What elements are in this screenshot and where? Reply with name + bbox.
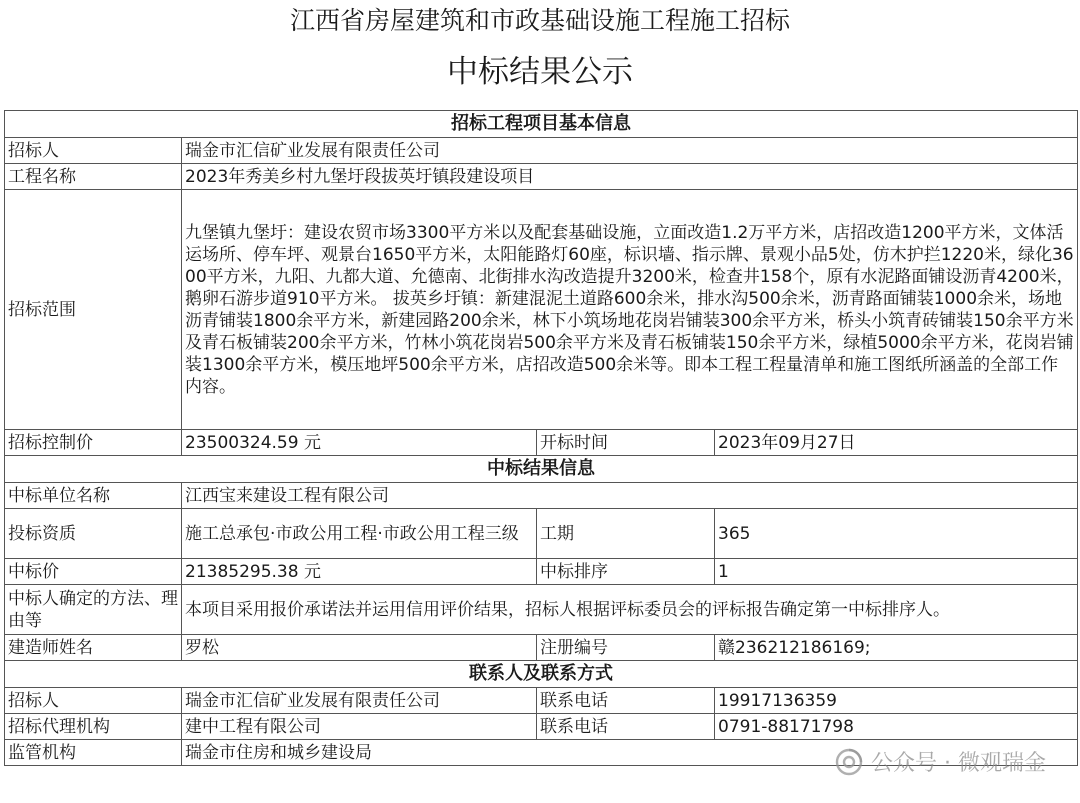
bid-price-value: 21385295.38 元 xyxy=(182,559,537,585)
reg-no-value: 赣236212186169; xyxy=(715,635,1078,661)
tenderer-label: 招标人 xyxy=(5,138,182,164)
duration-value: 365 xyxy=(715,509,1078,559)
section-title-result-info: 中标结果信息 xyxy=(5,456,1078,483)
project-name-label: 工程名称 xyxy=(5,164,182,190)
table-row xyxy=(5,190,1078,430)
table-row xyxy=(5,509,1078,559)
rank-value: 1 xyxy=(715,559,1078,585)
section-title-contact-info: 联系人及联系方式 xyxy=(5,661,1078,688)
tenderer-value: 瑞金市汇信矿业发展有限责任公司 xyxy=(182,138,1078,164)
winner-label: 中标单位名称 xyxy=(5,483,182,509)
tenderer-phone-value: 19917136359 xyxy=(715,688,1078,714)
method-label: 中标人确定的方法、理由等 xyxy=(5,585,182,635)
agency-value: 建中工程有限公司 xyxy=(182,714,537,740)
section-title-basic-info: 招标工程项目基本信息 xyxy=(5,111,1078,138)
table-row xyxy=(5,585,1078,635)
bid-result-table xyxy=(4,110,1078,766)
section-header-row xyxy=(5,111,1078,138)
duration-label: 工期 xyxy=(537,509,715,559)
watermark-text: 公众号 · 微观瑞金 xyxy=(871,751,1046,776)
scope-label: 招标范围 xyxy=(5,190,182,430)
contact-tenderer-value: 瑞金市汇信矿业发展有限责任公司 xyxy=(182,688,537,714)
agency-phone-label: 联系电话 xyxy=(537,714,715,740)
table-row xyxy=(5,740,1078,766)
rank-label: 中标排序 xyxy=(537,559,715,585)
qualification-value: 施工总承包·市政公用工程·市政公用工程三级 xyxy=(182,509,537,559)
open-time-label: 开标时间 xyxy=(537,430,715,456)
document-subtitle: 中标结果公示 xyxy=(447,54,633,90)
qualification-label: 投标资质 xyxy=(5,509,182,559)
architect-label: 建造师姓名 xyxy=(5,635,182,661)
table-row xyxy=(5,635,1078,661)
reg-no-label: 注册编号 xyxy=(537,635,715,661)
tenderer-phone-label: 联系电话 xyxy=(537,688,715,714)
table-row xyxy=(5,714,1078,740)
table-row xyxy=(5,430,1078,456)
table-row xyxy=(5,164,1078,190)
method-value: 本项目采用报价承诺法并运用信用评价结果，招标人根据评标委员会的评标报告确定第一中标排序人。 xyxy=(182,585,1078,635)
supervisor-value: 瑞金市住房和城乡建设局 xyxy=(182,740,1078,766)
section-header-row xyxy=(5,456,1078,483)
winner-value: 江西宝来建设工程有限公司 xyxy=(182,483,1078,509)
table-row xyxy=(5,688,1078,714)
contact-tenderer-label: 招标人 xyxy=(5,688,182,714)
control-price-label: 招标控制价 xyxy=(5,430,182,456)
project-name-value: 2023年秀美乡村九堡圩段拔英圩镇段建设项目 xyxy=(182,164,1078,190)
document-title: 江西省房屋建筑和市政基础设施工程施工招标 xyxy=(289,6,790,35)
table-row xyxy=(5,559,1078,585)
architect-value: 罗松 xyxy=(182,635,537,661)
scope-value: 九堡镇九堡圩：建设农贸市场3300平方米以及配套基础设施，立面改造1.2万平方米，店招改造1200平方米，文体活运场所、停车坪、观景台1650平方米，太阳能路灯60座，标识墙、指示牌、景观小品5处，仿木护拦1220米，绿化3600平方米，九阳、九都大道、允德南、北街排水沟改造提升3200米，检查井158个，原有水泥路面铺设沥青4200米，鹅卵石游步道910平方米。 拔英乡圩镇：新建混泥土道路600余米，排水沟500余米，沥青路面铺装1000余米，场地沥青铺装1800余平方米，新建园路200余米，林下小筑场地花岗岩铺装300余平方米，桥头小筑青砖铺装150余平方米及青石板铺装200余平方米，竹林小筑花岗岩500余平方米及青石板铺装150余平方米，绿植5000余平方米，花岗岩铺装1300余平方米，模压地坪500余平方米，店招改造500余米等。即本工程工程量清单和施工图纸所涵盖的全部工作内容。 xyxy=(182,190,1078,430)
control-price-value: 23500324.59 元 xyxy=(182,430,537,456)
open-time-value: 2023年09月27日 xyxy=(715,430,1078,456)
section-header-row xyxy=(5,661,1078,688)
agency-phone-value: 0791-88171798 xyxy=(715,714,1078,740)
table-row xyxy=(5,138,1078,164)
agency-label: 招标代理机构 xyxy=(5,714,182,740)
table-row xyxy=(5,483,1078,509)
bid-price-label: 中标价 xyxy=(5,559,182,585)
supervisor-label: 监管机构 xyxy=(5,740,182,766)
